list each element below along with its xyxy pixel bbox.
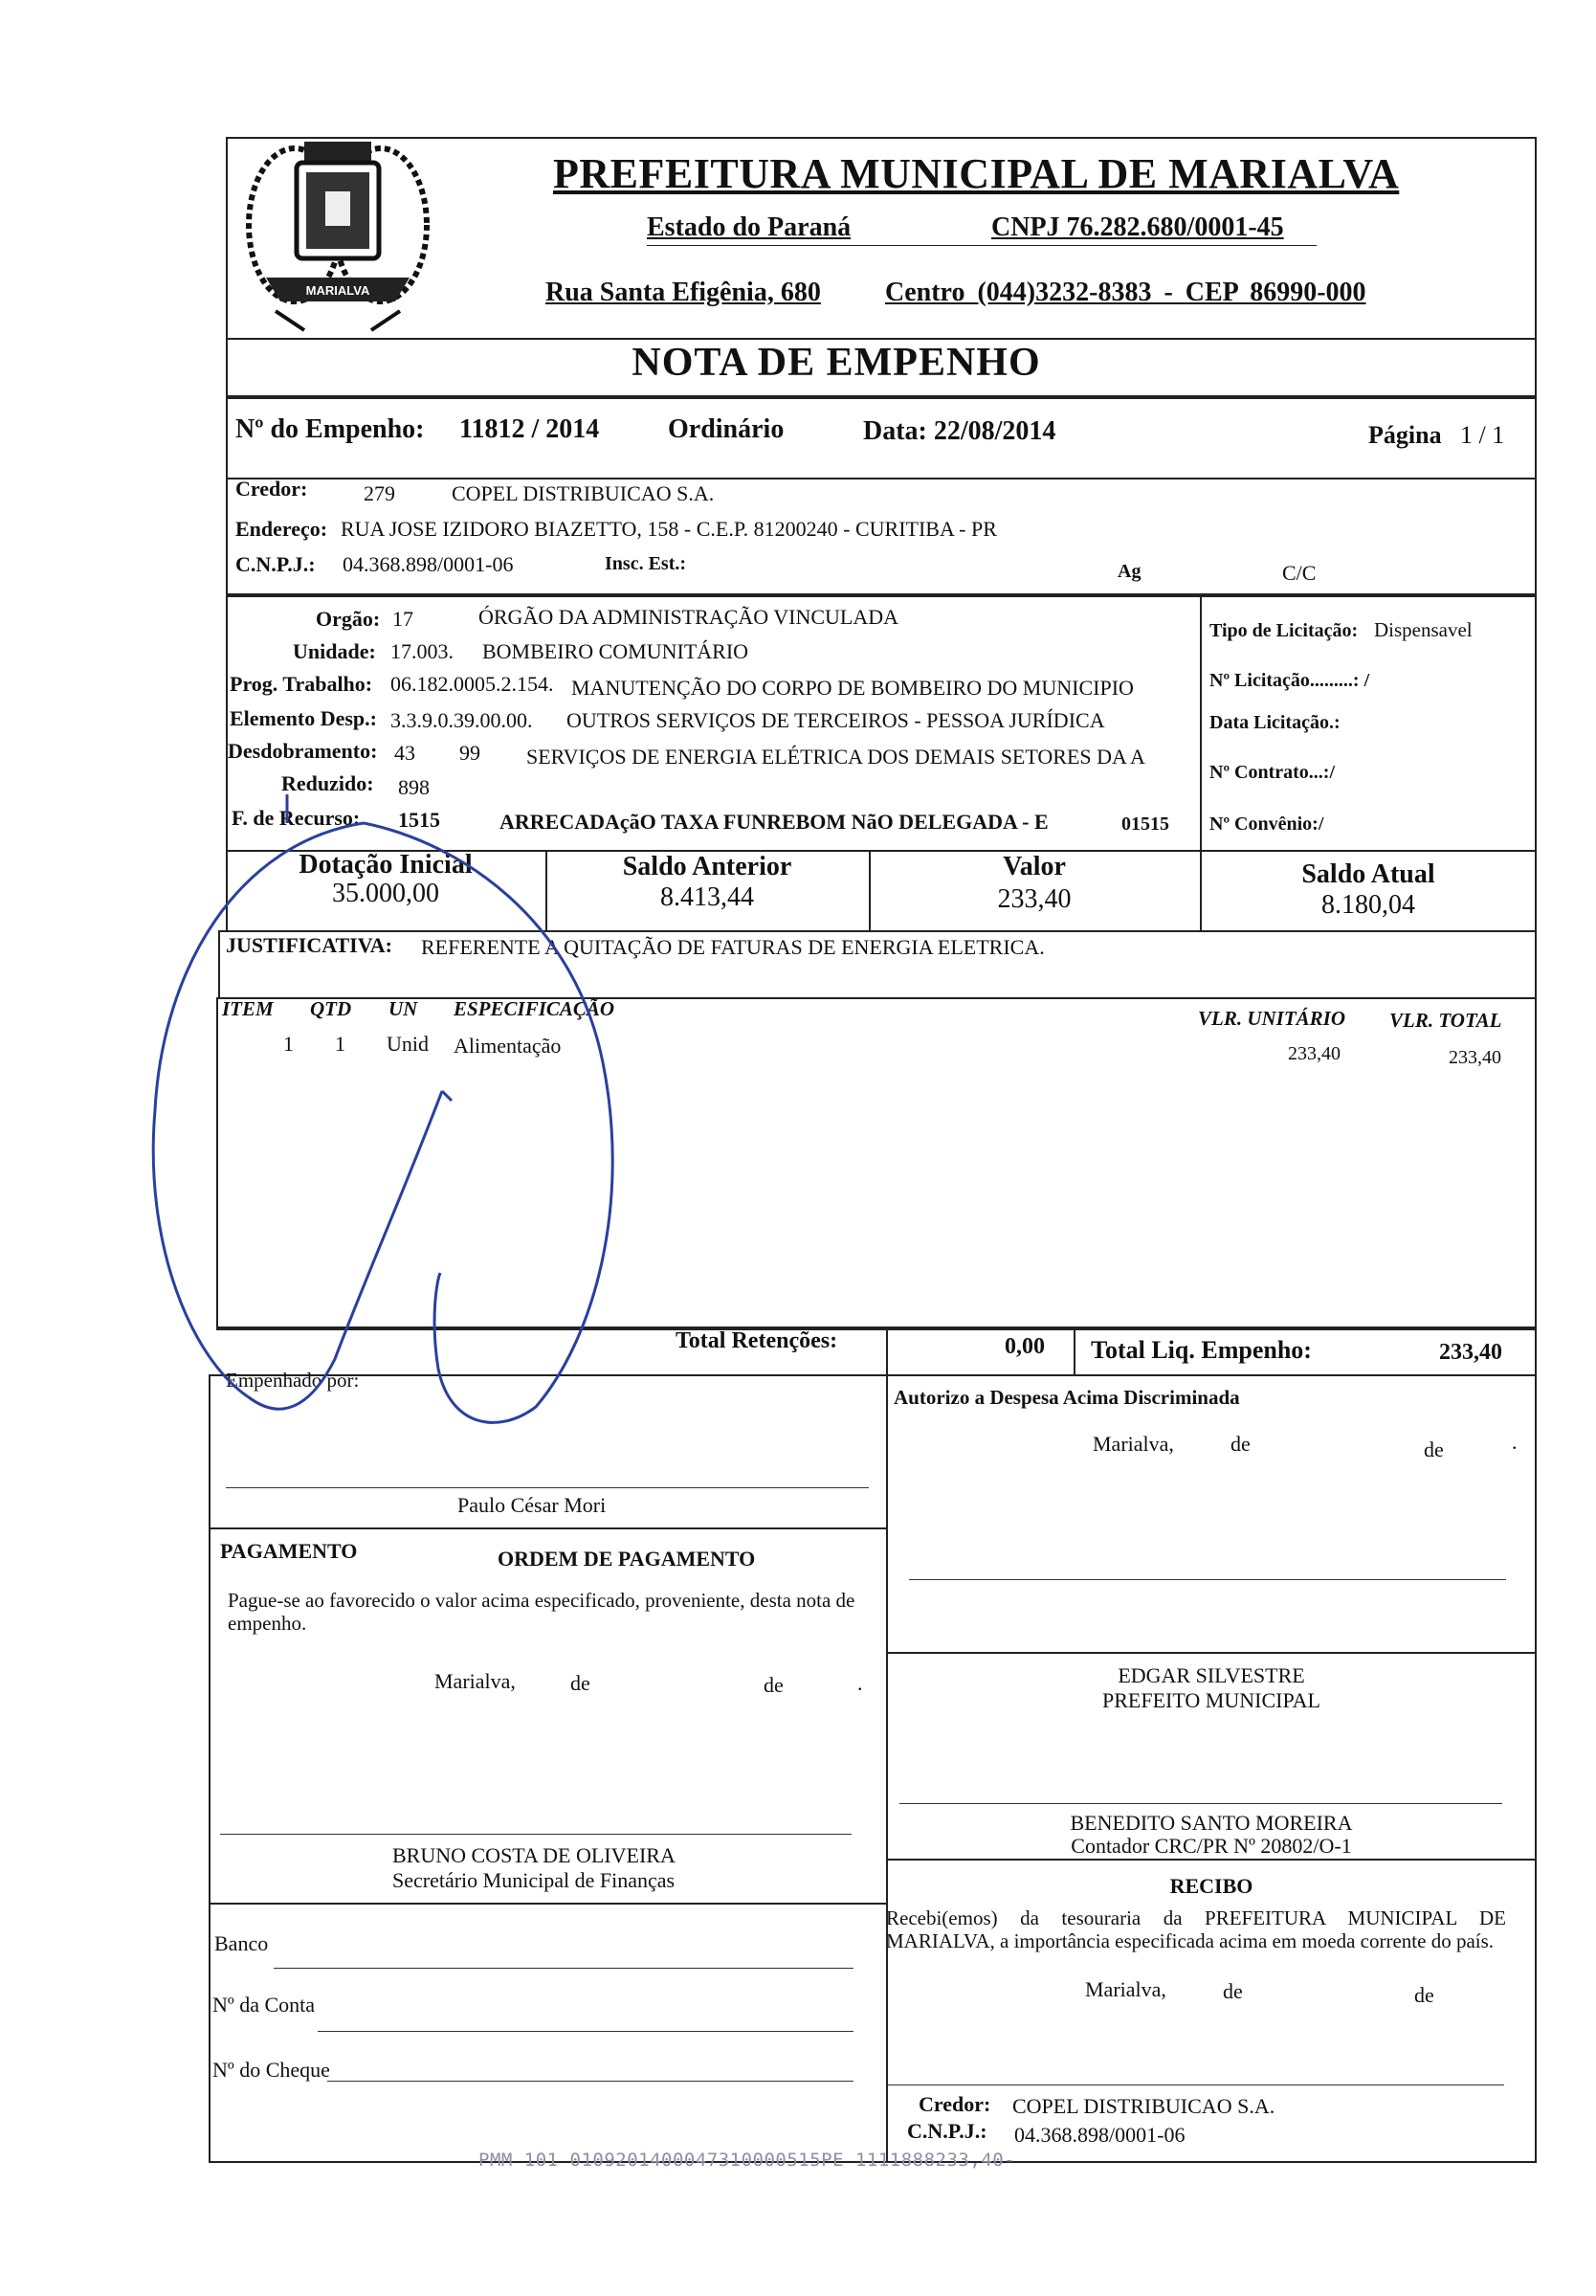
header-contact: Centro (044)3232-8383 - CEP 86990-000 xyxy=(885,278,1366,307)
licitacao-tipo-label: Tipo de Licitação: xyxy=(1209,620,1359,641)
desdobramento-sub: 99 xyxy=(459,741,480,765)
pag-de-1: de xyxy=(570,1671,590,1695)
financas-signature-line xyxy=(220,1834,852,1835)
item-vlr-total: 233,40 xyxy=(1449,1047,1501,1068)
pag-city: Marialva, xyxy=(434,1669,516,1693)
autorizo-text: Autorizo a Despesa Acima Discriminada xyxy=(894,1386,1240,1409)
autorizo-de-1: de xyxy=(1230,1432,1251,1456)
autorizo-dot: . xyxy=(1512,1430,1518,1454)
items-header-un: UN xyxy=(388,997,418,1020)
totals-divider xyxy=(1074,1328,1075,1376)
dotacao-value: 35.000,00 xyxy=(332,879,439,908)
empenho-number-label: Nº do Empenho: xyxy=(235,414,425,444)
items-header-qtd: QTD xyxy=(310,997,352,1020)
empenho-date: Data: 22/08/2014 xyxy=(863,416,1056,446)
lower-vertical-divider xyxy=(886,1374,888,2163)
orgao-label: Orgão: xyxy=(316,607,381,631)
reduzido-label: Reduzido: xyxy=(281,771,374,795)
footer-code: PMM 101 0109201400047310000515PE 1111888233,40- xyxy=(478,2150,1016,2171)
coat-of-arms-icon xyxy=(237,124,438,340)
justificativa-text: REFERENTE A QUITAÇÃO DE FATURAS DE ENERGIA ELETRICA. xyxy=(421,935,1045,959)
credor-label: Credor: xyxy=(235,477,308,501)
recurso-code: 1515 xyxy=(398,808,440,832)
recibo-de-2: de xyxy=(1414,1983,1434,2007)
recibo-de-1: de xyxy=(1223,1979,1243,2003)
orgao-code: 17 xyxy=(392,607,413,631)
elemento-name: OUTROS SERVIÇOS DE TERCEIROS - PESSOA JURÍDICA xyxy=(566,708,1105,732)
item-vlr-unit: 233,40 xyxy=(1288,1043,1341,1064)
contador-signature-line xyxy=(899,1803,1502,1804)
pague-text: Pague-se ao favorecido o valor acima especificado, proveniente, desta nota de empenho. xyxy=(228,1589,855,1635)
prefeito-title: PREFEITO MUNICIPAL xyxy=(1102,1688,1320,1712)
recibo-city: Marialva, xyxy=(1085,1977,1166,2001)
item-qtd: 1 xyxy=(335,1032,345,1056)
recibo-label: RECIBO xyxy=(1169,1874,1253,1898)
unidade-name: BOMBEIRO COMUNITÁRIO xyxy=(482,639,749,663)
retencoes-label: Total Retenções: xyxy=(676,1328,838,1353)
pag-dot: . xyxy=(857,1671,863,1695)
financas-title: Secretário Municipal de Finanças xyxy=(392,1868,676,1892)
conta-field-line xyxy=(318,2031,853,2032)
autorizo-signature-line xyxy=(909,1579,1506,1580)
page-label: Página xyxy=(1368,421,1442,449)
lower-frame xyxy=(209,1374,1537,2163)
doc-title: NOTA DE EMPENHO xyxy=(632,341,1041,385)
unidade-label: Unidade: xyxy=(293,639,376,663)
elemento-label: Elemento Desp.: xyxy=(230,706,377,730)
licitacao-tipo-value: Dispensavel xyxy=(1374,618,1473,641)
banco-field-line xyxy=(274,1968,853,1969)
header-state: Estado do Paraná xyxy=(647,212,852,242)
licitacao-convenio: Nº Convênio:/ xyxy=(1209,814,1324,835)
recurso-name: ARRECADAçãO TAXA FUNREBOM NãO DELEGADA - E xyxy=(499,810,1049,834)
elemento-code: 3.3.9.0.39.00.00. xyxy=(390,708,533,732)
licitacao-contrato: Nº Contrato...:/ xyxy=(1209,762,1336,783)
recibo-cnpj-label: C.N.P.J.: xyxy=(907,2119,987,2143)
recibo-credor-name: COPEL DISTRIBUICAO S.A. xyxy=(1012,2094,1275,2118)
credor-address: RUA JOSE IZIDORO BIAZETTO, 158 - C.E.P. 81200240 - CURITIBA - PR xyxy=(341,517,997,541)
contador-name: BENEDITO SANTO MOREIRA xyxy=(1070,1811,1353,1835)
justificativa-label: JUSTIFICATIVA: xyxy=(226,933,393,957)
saldo-anterior-label: Saldo Anterior xyxy=(622,852,792,881)
reduzido-code: 898 xyxy=(398,775,430,799)
contador-title: Contador CRC/PR Nº 20802/O-1 xyxy=(1071,1834,1352,1858)
header-state-underline xyxy=(647,245,1317,246)
autorizo-de-2: de xyxy=(1424,1438,1444,1461)
items-header-vlr-total: VLR. TOTAL xyxy=(1389,1009,1502,1032)
items-header-vlr-unit: VLR. UNITÁRIO xyxy=(1198,1007,1346,1030)
cc-label: C/C xyxy=(1282,561,1317,585)
items-header-item: ITEM xyxy=(222,997,274,1020)
recibo-credor-label: Credor: xyxy=(919,2092,991,2116)
empenhado-signature-line xyxy=(226,1487,869,1488)
recibo-signature-line xyxy=(888,2084,1504,2085)
desdobramento-name: SERVIÇOS DE ENERGIA ELÉTRICA DOS DEMAIS SETORES DA A xyxy=(526,745,1145,769)
saldo-atual-label: Saldo Atual xyxy=(1301,859,1435,889)
header-title: PREFEITURA MUNICIPAL DE MARIALVA xyxy=(553,150,1400,197)
items-header-spec: ESPECIFICAÇÃO xyxy=(454,997,615,1020)
empenho-number: 11812 / 2014 xyxy=(459,414,600,444)
banco-label: Banco xyxy=(214,1931,269,1955)
address-label: Endereço: xyxy=(235,517,328,541)
ordem-label: ORDEM DE PAGAMENTO xyxy=(498,1547,756,1571)
credor-code: 279 xyxy=(364,481,395,505)
recibo-cnpj: 04.368.898/0001-06 xyxy=(1014,2123,1186,2147)
licitacao-numero: Nº Licitação.........: / xyxy=(1209,670,1370,691)
cheque-field-line xyxy=(327,2081,853,2082)
liq-value: 233,40 xyxy=(1439,1340,1502,1365)
credor-name: COPEL DISTRIBUICAO S.A. xyxy=(452,481,715,505)
item-un: Unid xyxy=(387,1032,429,1056)
retencoes-value: 0,00 xyxy=(1005,1334,1045,1359)
recibo-text: Recebi(emos) da tesouraria da PREFEITURA MUNICIPAL DE MARIALVA, a importância especificada acima em moeda corrente do país. xyxy=(886,1906,1506,1952)
desdobramento-code: 43 xyxy=(394,741,415,765)
ag-label: Ag xyxy=(1118,561,1142,582)
empenho-type: Ordinário xyxy=(668,414,785,444)
prog-name: MANUTENÇÃO DO CORPO DE BOMBEIRO DO MUNICIPIO xyxy=(571,676,1134,700)
financas-name: BRUNO COSTA DE OLIVEIRA xyxy=(392,1843,676,1867)
insc-label: Insc. Est.: xyxy=(605,553,687,574)
item-number: 1 xyxy=(283,1032,294,1056)
prefeito-top-line xyxy=(886,1652,1537,1654)
prog-code: 06.182.0005.2.154. xyxy=(390,672,554,696)
prog-label: Prog. Trabalho: xyxy=(230,672,373,696)
item-spec: Alimentação xyxy=(454,1034,562,1058)
dotacao-label: Dotação Inicial xyxy=(299,850,473,880)
header-cnpj: CNPJ 76.282.680/0001-45 xyxy=(991,212,1284,242)
autorizo-city: Marialva, xyxy=(1093,1432,1174,1456)
valor-value: 233,40 xyxy=(997,884,1072,914)
liq-label: Total Liq. Empenho: xyxy=(1091,1336,1312,1364)
banco-top-line xyxy=(209,1903,886,1905)
empenhado-label: Empenhado por: xyxy=(226,1369,360,1392)
licitacao-divider xyxy=(1200,595,1202,852)
credor-cnpj-label: C.N.P.J.: xyxy=(235,552,316,576)
licitacao-data: Data Licitação.: xyxy=(1209,712,1341,733)
header-address: Rua Santa Efigênia, 680 xyxy=(545,278,821,307)
page-number: 1 / 1 xyxy=(1460,421,1505,449)
cheque-label: Nº do Cheque xyxy=(212,2058,330,2082)
svg-text:MARIALVA: MARIALVA xyxy=(305,283,370,298)
prefeito-name: EDGAR SILVESTRE xyxy=(1118,1663,1305,1687)
empenhado-name: Paulo César Mori xyxy=(457,1493,607,1517)
credor-cnpj: 04.368.898/0001-06 xyxy=(343,552,514,576)
orgao-name: ÓRGÃO DA ADMINISTRAÇÃO VINCULADA xyxy=(478,605,899,629)
unidade-code: 17.003. xyxy=(390,639,454,663)
desdobramento-label: Desdobramento: xyxy=(228,739,378,763)
saldo-atual-value: 8.180,04 xyxy=(1321,890,1415,920)
recibo-top-line xyxy=(886,1859,1537,1861)
saldo-anterior-value: 8.413,44 xyxy=(660,882,754,912)
recurso-label: F. de Recurso: xyxy=(232,806,361,830)
pagamento-top-line xyxy=(209,1527,886,1529)
valor-label: Valor xyxy=(1003,852,1066,881)
recurso-num: 01515 xyxy=(1121,814,1169,835)
pagamento-label: PAGAMENTO xyxy=(220,1539,358,1563)
conta-label: Nº da Conta xyxy=(212,1993,316,2017)
pag-de-2: de xyxy=(764,1673,784,1697)
